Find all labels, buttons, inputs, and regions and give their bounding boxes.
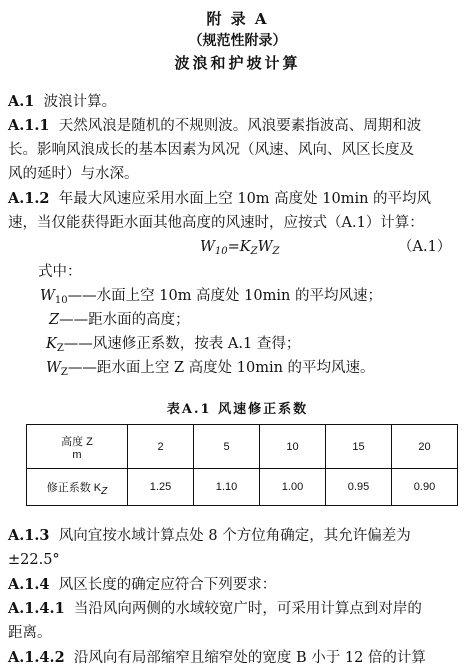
- wind-correction-table: [26, 424, 458, 506]
- clause-text: 天然风浪是随机的不规则波。风浪要素指波高、周期和波: [58, 118, 422, 134]
- clause-number: A.1.2: [8, 190, 50, 207]
- table-cell: 2: [128, 425, 194, 469]
- table-cell: 1.00: [260, 469, 326, 506]
- table-caption: 表A.1 风速修正系数: [166, 402, 309, 417]
- clause-a141-line2: 距离。: [8, 625, 52, 641]
- clause-number: A.1.4.1: [8, 600, 65, 617]
- definition-wz: $W_Z——$距水面上空 Z 高度处 10min 的平均风速。: [46, 360, 375, 378]
- clause-text: 风向宜按水域计算点处 8 个方位角确定，其允许偏差为: [58, 528, 411, 544]
- clause-a14: [8, 576, 276, 594]
- appendix-note: （规范性附录）: [188, 33, 287, 49]
- clause-a1: [8, 93, 116, 111]
- table-cell: 0.90: [392, 469, 458, 506]
- clause-a11-line2: 长。影响风浪成长的基本因素为风况（风速、风向、风区长度及: [8, 142, 414, 158]
- clause-a12-line1: [8, 190, 431, 208]
- clause-text: 年最大风速应采用水面上空 10m 高度处 10min 的平均风: [58, 191, 432, 207]
- definition-kz: $K_Z——$风速修正系数，按表 A.1 查得；: [46, 336, 301, 354]
- table-header-cell: 修正系数 $K_Z$: [27, 469, 128, 506]
- table-cell: 1.10: [194, 469, 260, 506]
- clause-text: 当沿风向两侧的水域较宽广时，可采用计算点到对岸的: [73, 601, 422, 617]
- clause-number: A.1.3: [8, 527, 50, 544]
- clause-number: A.1.1: [8, 117, 50, 134]
- table-cell: 0.95: [326, 469, 392, 506]
- clause-text: 波浪计算。: [43, 94, 117, 110]
- clause-number: A.1.4: [8, 576, 50, 593]
- definition-w10: $W_{10}——$水面上空 10m 高度处 10min 的平均风速；: [40, 288, 382, 306]
- table-row: [27, 425, 458, 469]
- clause-a11-line3: 风的延时）与水深。: [8, 166, 139, 182]
- where-label: 式中：: [38, 264, 82, 280]
- clause-a11-line1: [8, 117, 421, 135]
- clause-number: A.1.4.2: [8, 649, 65, 666]
- clause-a12-line2: 速，当仅能获得距水面其他高度的风速时，应按式（A.1）计算：: [8, 215, 424, 231]
- clause-a13-line1: [8, 527, 411, 545]
- table-cell: 20: [392, 425, 458, 469]
- table-row: [27, 469, 458, 506]
- formula-number: （A.1）: [398, 239, 452, 255]
- appendix-title: 附 录 A: [206, 10, 269, 28]
- section-title: 波浪和护坡计算: [174, 54, 301, 72]
- table-cell: 5: [194, 425, 260, 469]
- clause-a13-line2: ±22.5°: [8, 552, 60, 568]
- clause-a141-line1: [8, 600, 422, 618]
- table-header-cell: 高度 Z m: [27, 425, 128, 469]
- table-cell: 1.25: [128, 469, 194, 506]
- clause-a142-line1: [8, 649, 426, 667]
- clause-text: 沿风向有局部缩窄且缩窄处的宽度 B 小于 12 倍的计算: [73, 650, 426, 666]
- clause-text: 风区长度的确定应符合下列要求：: [58, 577, 277, 593]
- clause-number: A.1: [8, 93, 35, 110]
- table-cell: 10: [260, 425, 326, 469]
- definition-z: Z——距水面的高度；: [49, 312, 190, 328]
- table-cell: 15: [326, 425, 392, 469]
- formula-a1: $W_{10}=K_ZW_Z$: [200, 239, 280, 257]
